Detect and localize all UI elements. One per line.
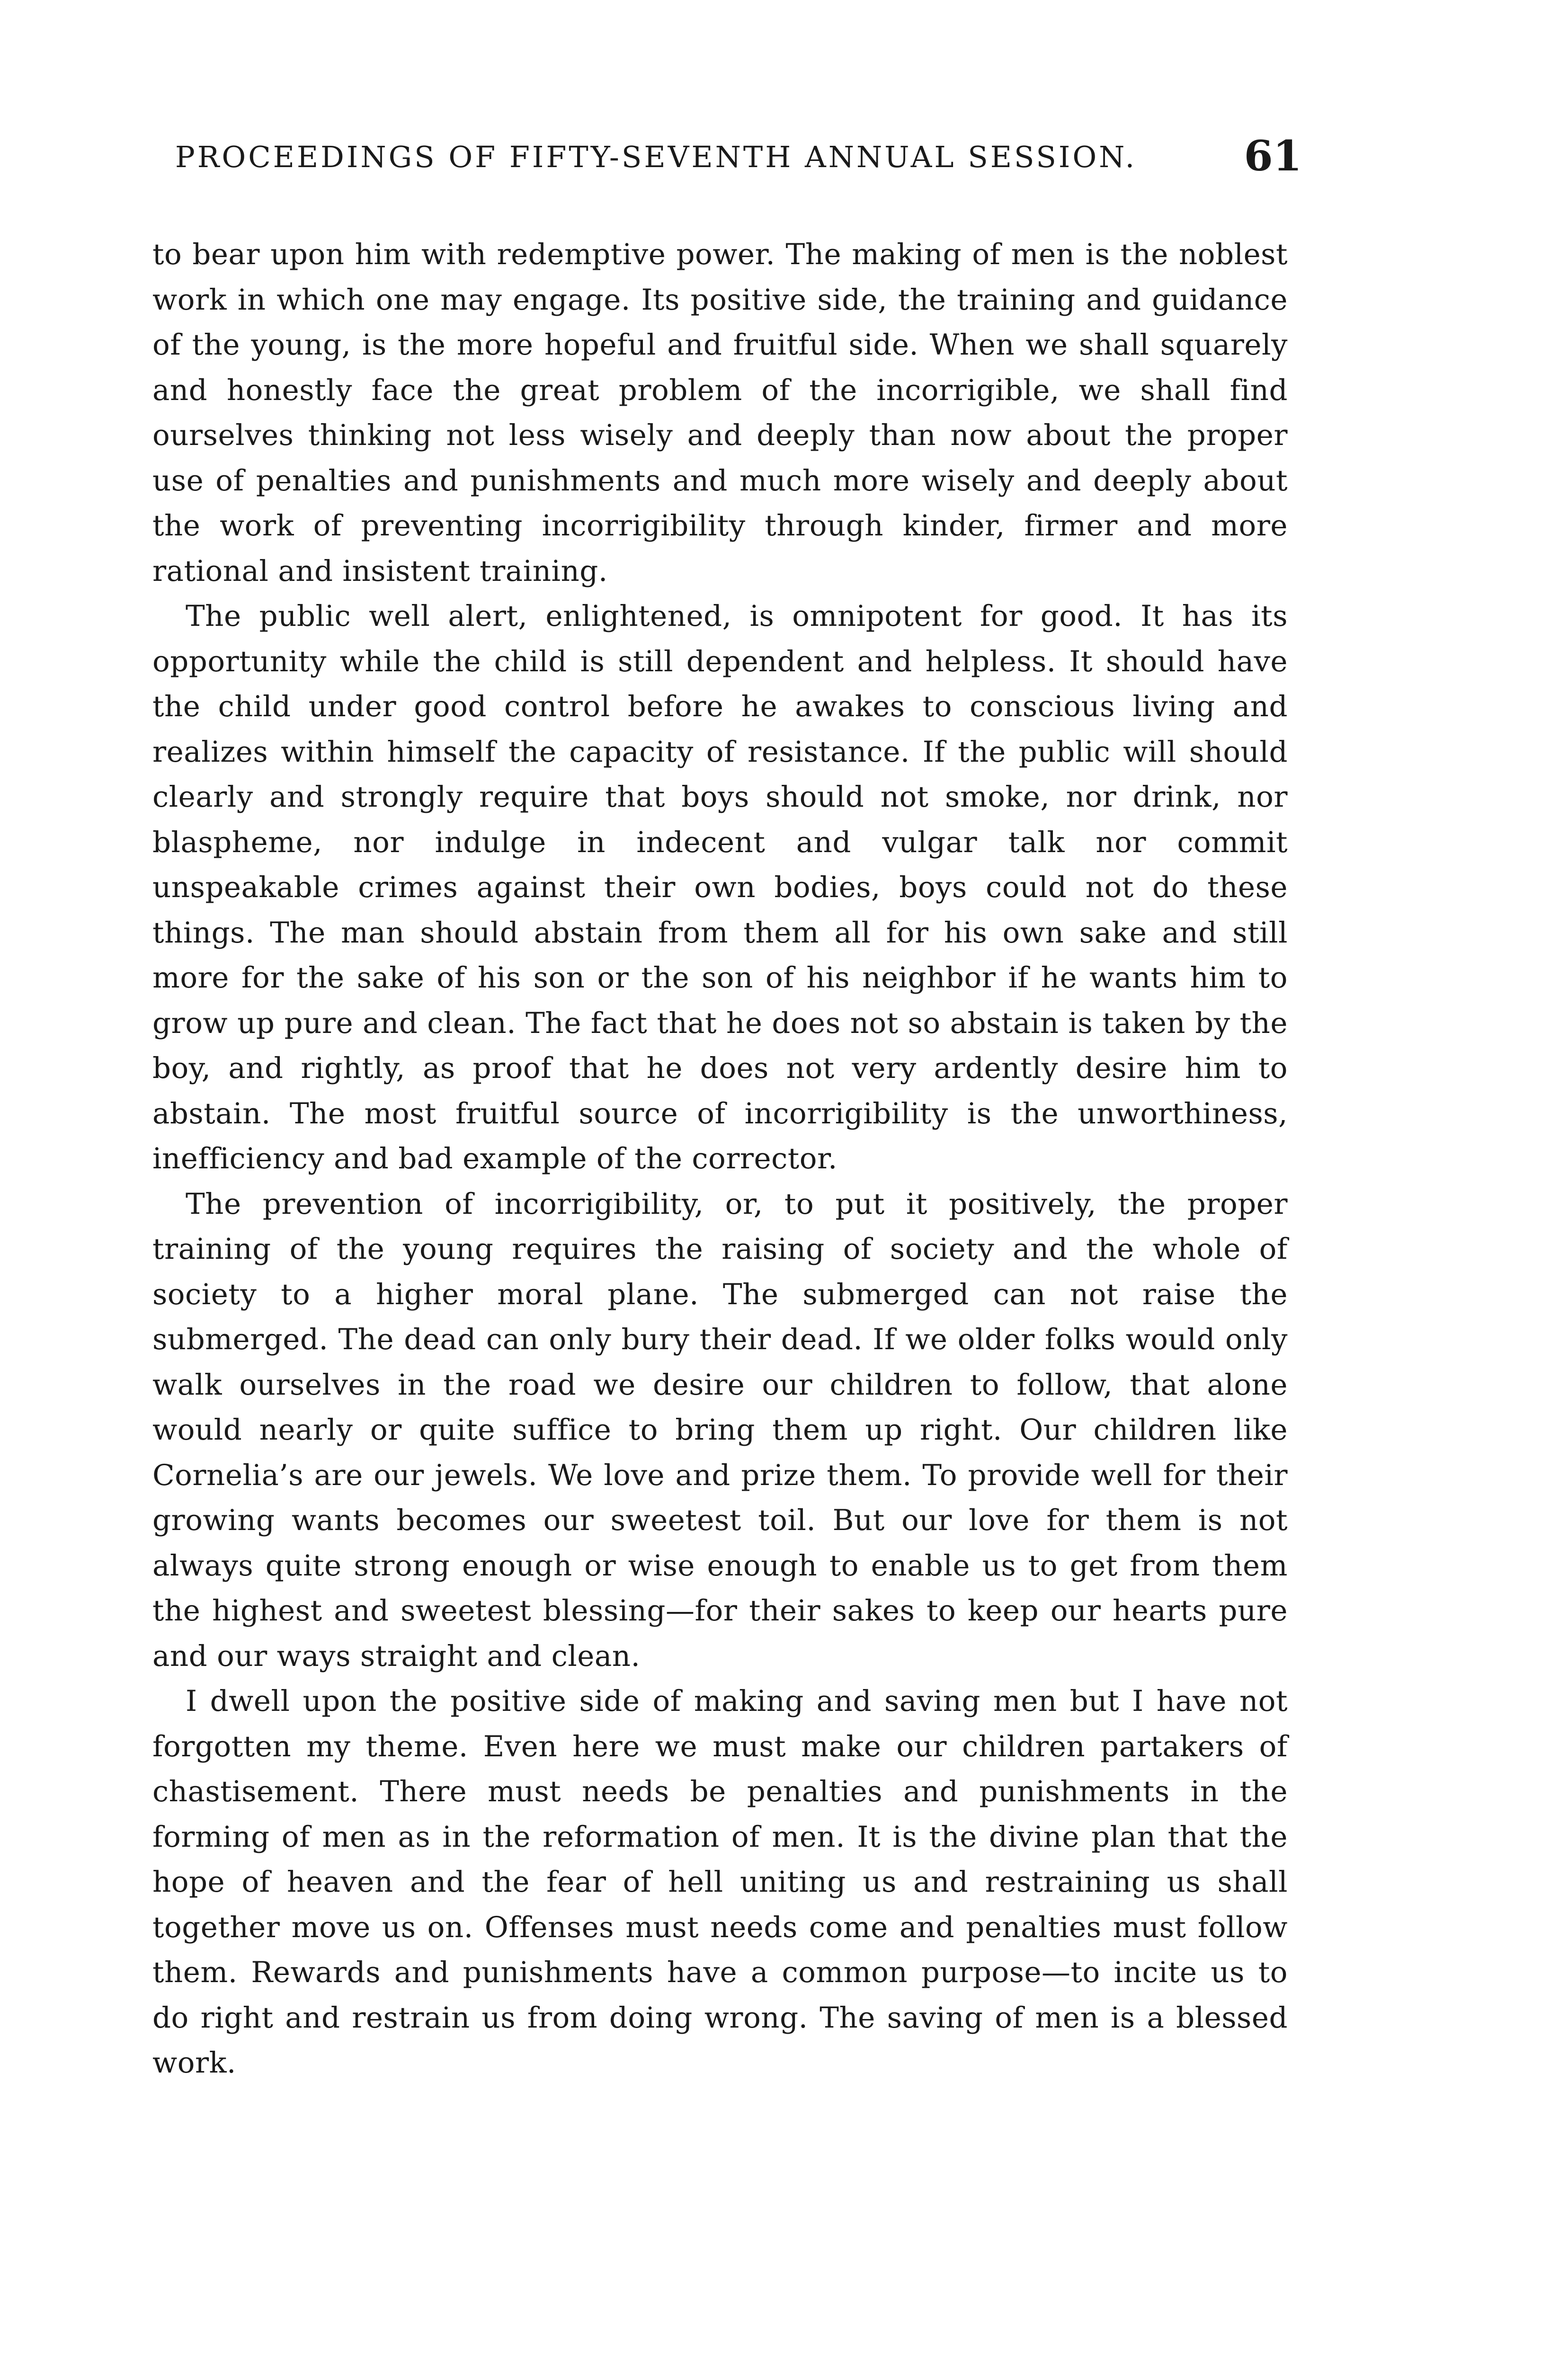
paragraph: The public well alert, enlightened, is omnipotent for good. It has its opportunity while the child is still dependent and helpless. It should have the child under good control before he awakes to conscious living and realizes within himself the capacity of resistance. If the public will should clearly and strongly require that boys should not smoke, nor drink, nor blaspheme, nor indulge in indecent and vulgar talk nor commit unspeakable crimes against their own bodies, boys could not do these things. The man should abstain from them all for his own sake and still more for the sake of his son or the son of his neighbor if he wants him to grow up pure and clean. The fact that he does not so abstain is taken by the boy, and rightly, as proof that he does not very ardently desire him to abstain. The most fruitful source of incorrigibility is the unworthiness, inefficiency and bad example of the corrector. [152,599,1288,1175]
page-header [175,130,1302,182]
paragraph: The prevention of incorrigibility, or, to put it positively, the proper training of the young requires the raising of society and the whole of society to a higher moral plane. The submerged can not raise the submerged. The dead can only bury their dead. If we older folks would only walk ourselves in the road we desire our children to follow, that alone would nearly or quite suffice to bring them up right. Our children like Cornelia’s are our jewels. We love and prize them. To provide well for their growing wants becomes our sweetest toil. But our love for them is not always quite strong enough or wise enough to enable us to get from them the highest and sweetest blessing—for their sakes to keep our hearts pure and our ways straight and clean. [152,1187,1288,1673]
paragraph: I dwell upon the positive side of making and saving men but I have not forgotten my theme. Even here we must make our children partakers of chastisement. There must needs be penalties and punishments in the forming of men as in the reformation of men. It is the divine plan that the hope of heaven and the fear of hell uniting us and restraining us shall together move us on. Offenses must needs come and penalties must follow them. Rewards and punishments have a common purpose—to incite us to do right and restrain us from doing wrong. The saving of men is a blessed work. [152,1684,1288,2080]
page-number: 61 [1244,131,1302,180]
paragraph: to bear upon him with redemptive power. The making of men is the noblest work in which one may engage. Its positive side, the training and guidance of the young, is the more hopeful and fruitful side. When we shall squarely and honestly face the great problem of the incorrigible, we shall find ourselves thinking not less wisely and deeply than now about the proper use of penalties and punishments and much more wisely and deeply about the work of preventing incorrigibility through kinder, firmer and more rational and insistent training. [152,238,1288,588]
body-text [152,232,1288,2086]
running-title: PROCEEDINGS OF FIFTY-SEVENTH ANNUAL SESSION. [175,140,1137,174]
